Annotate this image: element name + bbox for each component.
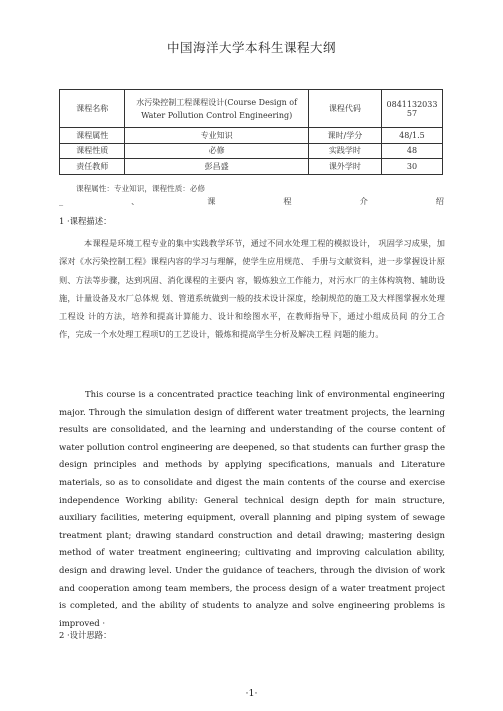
table-cell-value: 30 bbox=[381, 159, 442, 175]
course-info-table bbox=[59, 89, 443, 175]
course-code-line2: 57 bbox=[406, 108, 418, 118]
table-cell-label: 实践学时 bbox=[308, 143, 381, 159]
table-cell-label: 课外学时 bbox=[308, 159, 381, 175]
table-cell-value bbox=[125, 90, 308, 128]
section-header-char: 介 bbox=[359, 196, 368, 206]
table-cell-value: 专业知识 bbox=[125, 128, 308, 144]
table-row bbox=[60, 143, 443, 159]
table-cell-value: 必修 bbox=[125, 143, 308, 159]
page-title: 中国海洋大学本科生课程大纲 bbox=[166, 40, 336, 55]
section2-heading: 2 ·设计思路： bbox=[59, 630, 112, 640]
page-number: ·1· bbox=[245, 688, 258, 699]
section-header-char: 、 bbox=[131, 196, 140, 206]
section-header-char: 程 bbox=[283, 196, 292, 206]
table-cell-label: 课程属性 bbox=[60, 128, 125, 144]
section-header-char: 课 bbox=[207, 196, 216, 206]
table-row bbox=[60, 128, 443, 144]
section1-heading: 1 ·课程描述： bbox=[59, 216, 112, 226]
course-name-line1: 水污染控制工程课程设计(Course Design of bbox=[136, 97, 298, 107]
chinese-description: 本课程是环境工程专业的集中实践教学环节，通过不同水处理工程的模拟设计， 巩固学习成果，加深对《水污染控制工程》课程内容的学习与理解，使学生应用规范、 手册与文献资料，进一步掌握设计原则、方法等步骤，达到巩固、消化课程的主要内 容，锻炼独立工作能力，对污水厂的主体构筑物、辅助设施，计量设备及水厂总体规 划、管道系统做到一般的技术设计深度，绘制规范的施工及大样图掌握水处理工程设 计的方法，培养和提高计算能力、设计和绘图水平，在教师指导下，通过小组成员间 的分工合作，完成一个水处理工程项U的工艺设计，锻炼和提高学生分析及解决工程 问题的能力。 bbox=[59, 238, 445, 340]
table-cell-label: 责任教师 bbox=[60, 159, 125, 175]
course-code-line1: 0841132033 bbox=[386, 99, 438, 109]
table-cell-label: 课程性质 bbox=[60, 143, 125, 159]
table-cell-label: 课程名称 bbox=[60, 90, 125, 128]
table-cell-label: 课时/学分 bbox=[308, 128, 381, 144]
table-cell-value: 彭昌盛 bbox=[125, 159, 308, 175]
table-cell-value: 48 bbox=[381, 143, 442, 159]
section-header-char: _ bbox=[59, 196, 64, 206]
section-header-char: 绍 bbox=[435, 196, 444, 206]
section-header bbox=[59, 196, 444, 207]
table-cell-label: 课程代码 bbox=[308, 90, 381, 128]
table-cell-value bbox=[381, 90, 442, 128]
english-description: This course is a concentrated practice teaching link of environmental engineering major. Through the simulation design of different water treatment projects, the learning results are consolidated, and the learning and understanding of the course content of water pollution control engineering are deepened, so that students can further grasp the design principles and methods by applying specifications, manuals and Literature materials, so as to consolidate and digest the main contents of the course and exercise independence Working ability: General technical design depth for main structure, auxiliary facilities, metering equipment, overall planning and piping system of sewage treatment plant; drawing standard construction and detail drawing; mastering design method of water treatment engineering; cultivating and improving calculation ability, design and drawing level. Under the guidance of teachers, through the division of work and cooperation among team members, the process design of a water treatment project is completed, and the ability of students to analyze and solve engineering problems is improved · bbox=[59, 390, 445, 629]
course-attribute-note: 课程属性：专业知识，课程性质：必修 bbox=[76, 184, 206, 193]
table-row bbox=[60, 90, 443, 128]
course-name-line2: Water Pollution Control Engineering) bbox=[141, 110, 293, 120]
table-row bbox=[60, 159, 443, 175]
table-cell-value: 48/1.5 bbox=[381, 128, 442, 144]
